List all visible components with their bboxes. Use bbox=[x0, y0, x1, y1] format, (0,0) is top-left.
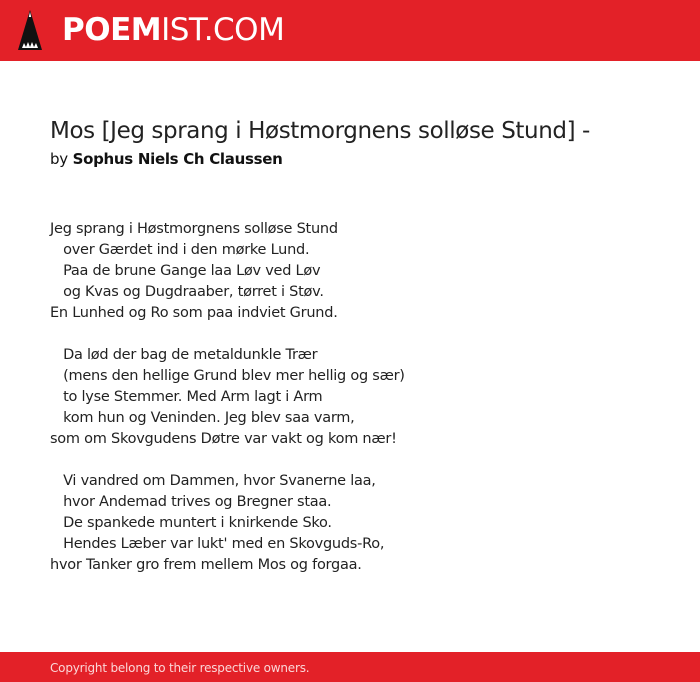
copyright-notice: Copyright belong to their respective owners. bbox=[50, 661, 310, 675]
site-logo[interactable] bbox=[62, 12, 284, 48]
poem-body bbox=[50, 219, 670, 576]
byline bbox=[50, 149, 282, 169]
logo-bold-text: POEM bbox=[62, 12, 162, 48]
poem-line: Vi vandred om Dammen, hvor Svanerne laa, bbox=[50, 473, 376, 489]
poem-line: hvor Tanker gro frem mellem Mos og forgaa. bbox=[50, 557, 362, 573]
site-header bbox=[0, 0, 700, 61]
site-footer bbox=[0, 652, 700, 682]
author-name[interactable]: Sophus Niels Ch Claussen bbox=[72, 150, 283, 168]
poem-line: og Kvas og Dugdraaber, tørret i Støv. bbox=[50, 284, 324, 300]
stanza-2 bbox=[50, 345, 670, 450]
poem-line: (mens den hellige Grund blev mer hellig og sær) bbox=[50, 368, 405, 384]
poem-line: Hendes Læber var lukt' med en Skovguds-Ro, bbox=[50, 536, 385, 552]
stanza-3 bbox=[50, 471, 670, 576]
poem-line: De spankede muntert i knirkende Sko. bbox=[50, 515, 332, 531]
poem-line: to lyse Stemmer. Med Arm lagt i Arm bbox=[50, 389, 323, 405]
stanza-gap bbox=[50, 324, 670, 345]
logo-light-text: IST.COM bbox=[161, 12, 285, 48]
poem-line: over Gærdet ind i den mørke Lund. bbox=[50, 242, 310, 258]
poem-line: Paa de brune Gange laa Løv ved Løv bbox=[50, 263, 321, 279]
poem-line: Jeg sprang i Høstmorgnens solløse Stund bbox=[50, 221, 338, 237]
poem-line: kom hun og Veninden. Jeg blev saa varm, bbox=[50, 410, 355, 426]
poem-line: som om Skovgudens Døtre var vakt og kom nær! bbox=[50, 431, 397, 447]
by-label: by bbox=[50, 150, 68, 168]
stanza-gap bbox=[50, 450, 670, 471]
poem-line: Da lød der bag de metaldunkle Trær bbox=[50, 347, 318, 363]
poem-line: En Lunhed og Ro som paa indviet Grund. bbox=[50, 305, 338, 321]
pencil-tip-icon[interactable] bbox=[18, 10, 42, 52]
poem-title: Mos [Jeg sprang i Høstmorgnens solløse Stund] - bbox=[50, 118, 590, 144]
poem-line: hvor Andemad trives og Bregner staa. bbox=[50, 494, 332, 510]
stanza-1 bbox=[50, 219, 670, 324]
